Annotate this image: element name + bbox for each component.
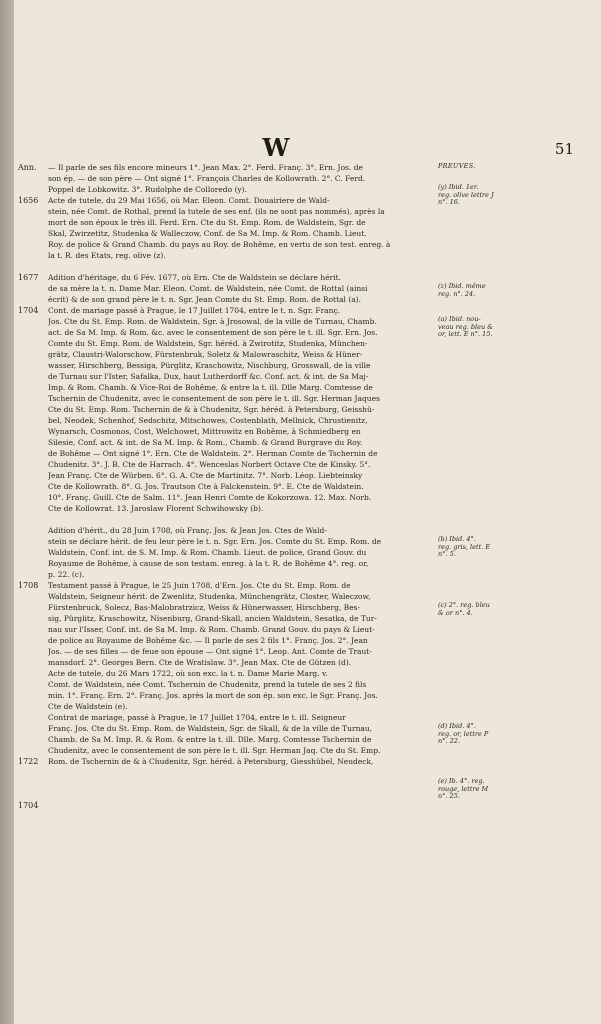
text-line: nau sur l'Isser, Conf. int. de Sa M. Imp. & Rom. Chamb. Grand Gouv. du pays & Lieut- [48, 625, 375, 634]
text-line: Cte de Waldstein (e). [48, 702, 128, 711]
text-line: min. 1°. Franç. Ern. 2°. Franç. Jos. après la mort de son ép. son exc. le Sgr. Franç. Jos. [48, 691, 378, 700]
margin-note-line: or, lett. E n°. 15. [438, 330, 493, 338]
margin-note [438, 283, 522, 298]
margin-note [438, 536, 522, 559]
text-line: écrit) & de son grand père le t. n. Sgr. Jean Comte du St. Emp. Rom. de Rottal (a). [48, 295, 362, 304]
text-line: Tschernin de Chudenitz, avec le consentement de son père le t. ill. Sgr. Herman Jaques [48, 394, 380, 403]
text-line: Cont. de mariage passé à Prague, le 17 Juillet 1704, entre le t. n. Sgr. Franç. [48, 306, 341, 315]
text-line: Waldstein, Seigneur hérit. de Zwenlitz, Studenka, Münchengrätz, Closter, Waleczow, [48, 592, 371, 601]
margin-note-line: (a) Ibid. nou- [438, 315, 481, 323]
margin-note-line: reg. or, lettre P [438, 729, 489, 738]
text-line: Chamb. de Sa M. Imp. R. & Rom. & entre la t. ill. Dlle. Marg. Comtesse Tschernin de [48, 735, 372, 744]
text-line: de Turnau sur l'Ister, Safalka, Dux, haut Lutherdorff &c. Conf. act. & int. de Sa Maj- [48, 372, 369, 381]
section-letter: W [262, 133, 290, 162]
margin-note-line: n°. 25. [438, 792, 460, 800]
text-line: Contrat de mariage, passé à Prague, le 17 Juillet 1704, entre le t. ill. Seigneur [48, 713, 346, 722]
text-line: stein se déclare hérit. de feu leur père le t. n. Sgr. Ern. Jos. Comte du St. Emp. Rom. de [48, 537, 382, 546]
margin-note-line: (c) 2°. reg. bleu [438, 601, 490, 609]
text-line: de police au Royaume de Bohême &c. — Il parle de ses 2 fils 1°. Franç. Jos. 2°. Jean [48, 636, 368, 645]
margin-note-line: & or n°. 4. [438, 608, 473, 617]
text-line: Comte du St. Emp. Rom. de Waldstein, Sgr. héréd. à Zwirotitz, Studenka, München- [48, 339, 368, 348]
margin-note [438, 184, 522, 207]
text-line: act. de Sa M. Imp. & Rom. &c. avec le consentement de son père le t. ill. Sgr. Ern. Jos. [48, 328, 378, 337]
margin-note-line: n°. 16. [438, 198, 460, 206]
text-line: son ép. — de son père — Ont signé 1°. François Charles de Kollowrath. 2°. C. Ferd. [48, 174, 366, 183]
binding-gutter [0, 0, 14, 1024]
text-line: Franç. Jos. Cte du St. Emp. Rom. de Waldstein, Sgr. de Skall, & de la ville de Turnau, [48, 724, 373, 733]
text-line: Rom. de Tschernin de & à Chudenitz, Sgr. héréd. à Petersburg, Giesshübel, Neudeck, [48, 757, 374, 766]
text-line: 10°. Franç. Guill. Cte de Salm. 11°. Jean Henri Comte de Kokorzowa. 12. Max. Norb. [48, 493, 372, 502]
margin-note-line: (e) Ib. 4°. reg. [438, 777, 485, 785]
text-line: Testament passé à Prague, le 25 Juin 1708, d'Ern. Jos. Cte du St. Emp. Rom. de [48, 581, 351, 590]
margin-year: 1708 [18, 581, 39, 590]
text-line: de sa mère la t. n. Dame Mar. Eleon. Comt. de Waldstein, née Comt. de Rottal (ainsi [48, 284, 368, 293]
text-line: Adition d'hérit., du 28 Juin 1708, où Franç. Jos. & Jean Jos. Ctes de Wald- [48, 526, 327, 535]
text-line: Jos. Cte du St. Emp. Rom. de Waldstein, Sgr. à Jrosowal, de la ville de Turnau, Chamb. [48, 317, 377, 326]
text-line: — Il parle de ses fils encore mineurs 1°. Jean Max. 2°. Ferd. Franç. 3°. Ern. Jos. de [48, 163, 363, 172]
text-line: bel, Neodek, Schenhof, Sedschitz, Mitschowes, Costenblath, Mellnick, Chrustienitz, [48, 416, 368, 425]
margin-year: 1656 [18, 196, 39, 205]
margin-note-line: (b) Ibid. 4°. [438, 535, 476, 543]
text-line: wasser, Hirschberg, Bessiga, Pürglitz, Kraschowitz, Nischburg, Grosswall, de la ville [48, 361, 371, 370]
text-line: Cte de Kollowrat. 13. Jaroslaw Florent Schwihowsky (b). [48, 504, 264, 513]
margin-note-line: rouge, lettre M [438, 784, 489, 793]
margin-note-line: (z) Ibid. même [438, 282, 486, 290]
margin-note-line: n°. 5. [438, 550, 456, 558]
text-line: Skal, Zwirzetitz, Studenka & Walleczow, Conf. de Sa M. Imp. & Rom. Chamb. Lieut. [48, 229, 367, 238]
text-line: la t. R. des Etats, reg. olive (z). [48, 251, 166, 260]
margin-note [438, 778, 522, 801]
text-line: Chudenitz, avec le consentement de son père le t. ill. Sgr. Herman Jaq. Cte du St. Emp. [48, 746, 381, 755]
margin-year: Ann. [18, 163, 37, 172]
text-line: Adition d'héritage, du 6 Fév. 1677, où Ern. Cte de Waldstein se déclare hérit. [48, 273, 342, 282]
proofs-column-heading: PREUVES. [438, 162, 476, 170]
text-line: Acte de tutele, du 29 Mai 1656, où Mar. Eleon. Comt. Douairiere de Wald- [48, 196, 330, 205]
margin-year: 1677 [18, 273, 39, 282]
text-line: Silesie, Conf. act. & int. de Sa M. Imp. & Rom., Chamb. & Grand Burgrave du Roy. [48, 438, 363, 447]
margin-note-line: reg. gris, lett. E [438, 542, 491, 551]
text-line: Jos. — de ses filles — de feue son épouse — Ont signé 1°. Leop. Ant. Comte de Traut- [48, 647, 372, 656]
page-number: 51 [554, 140, 574, 158]
text-line: Fürstenbruck, Solecz, Bas-Malobratrzicz, Weiss & Hünerwasser, Hirschberg, Bes- [48, 603, 361, 612]
text-line: Imp. & Rom. Chamb. & Vice-Roi de Bohême, & entre la t. ill. Dlle Marg. Comtesse de [48, 383, 373, 392]
text-line: Jean Franç. Cte de Würben. 6°. G. A. Cte de Martinitz. 7°. Norb. Léop. Liebteinsky [48, 471, 363, 480]
text-line: mort de son époux le très ill. Ferd. Ern. Cte du St. Emp. Rom. de Waldstein, Sgr. de [48, 218, 366, 227]
text-line: Wynarsch, Cosmonos, Cost, Welchowet, Mittrowitz en Bohême, à Schmiedberg en [48, 427, 361, 436]
text-line: sig, Pürglitz, Kraschowitz, Nisenburg, Grand-Skall, ancien Waldstein, Sesatka, de Tur- [48, 614, 377, 623]
text-line: Waldstein, Conf. int. de S. M. Imp. & Rom. Chamb. Lieut. de police, Grand Gouv. du [48, 548, 367, 557]
margin-year: 1704 [18, 801, 39, 810]
text-line: Acte de tutele, du 26 Mars 1722, où son exc. la t. n. Dame Marie Marg. v. [48, 669, 328, 678]
text-line: Chudenitz. 3°. J. B. Cte de Harrach. 4°. Wenceslas Norbert Octave Cte de Kinsky. 5°. [48, 460, 371, 469]
margin-note [438, 602, 522, 617]
text-line: Cte de Kollowrath. 8°. G. Jos. Trautson Cte à Falckenstein. 9°. E. Cte de Waldstein. [48, 482, 364, 491]
margin-note [438, 316, 522, 339]
margin-year: 1704 [18, 306, 39, 315]
margin-note-line: n°. 22. [438, 737, 460, 745]
text-line: Poppel de Lobkowitz. 3°. Rudolphe de Colloredo (y). [48, 185, 247, 194]
text-line: stein, née Comt. de Rothal, prend la tutele de ses enf. (ils ne sont pas nommés), après la [48, 207, 385, 216]
text-line: de Bohême — Ont signé 1°. Ern. Cte de Waldstein. 2°. Herman Comte de Tschernin de [48, 449, 378, 458]
margin-note-line: reg. olive lettre J [438, 190, 494, 199]
text-line: p. 22. (c). [48, 570, 85, 579]
book-page [14, 0, 601, 1024]
text-line: Roy. de police & Grand Chamb. du pays au Roy. de Bohême, en vertu de son test. enreg. à [48, 240, 391, 249]
margin-note-line: (y) Ibid. 1er. [438, 183, 479, 191]
text-line: Royaume de Bohême, à cause de son testam. enreg. à la t. R. de Bohême 4°. reg. or, [48, 559, 369, 568]
text-line: Comt. de Waldstein, née Comt. Tschernin de Chudenitz, prend la tutele de ses 2 fils [48, 680, 367, 689]
text-line: Cte du St. Emp. Rom. Tschernin de & à Chudenitz, Sgr. héréd. à Petersburg, Geisshü- [48, 405, 375, 414]
text-line: mansdorf. 2°. Georges Bern. Cte de Wratislaw. 3°. Jean Max. Cte de Gützen (d). [48, 658, 352, 667]
text-line: grätz, Claustri-Walorschow, Fürstenbruk, Soletz & Malowraschitz, Weiss & Hüner- [48, 350, 363, 359]
margin-year: 1722 [18, 757, 39, 766]
margin-note-line: (d) Ibid. 4°. [438, 722, 476, 730]
margin-note [438, 723, 522, 746]
margin-note-line: reg. n°. 24. [438, 289, 476, 298]
margin-note-line: veau reg. bleu & [438, 322, 494, 331]
